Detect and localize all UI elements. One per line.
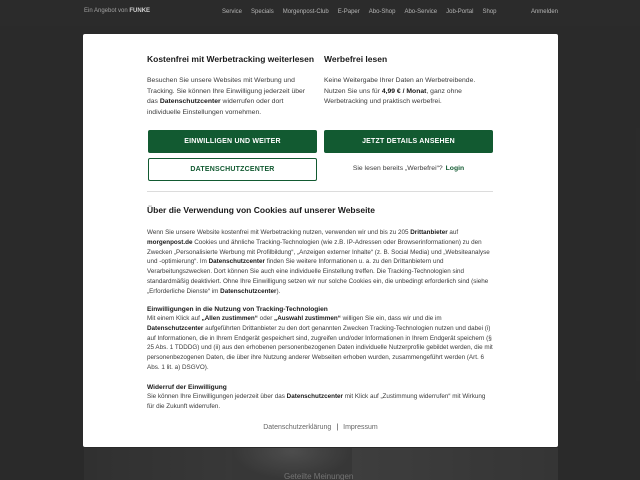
tracking-option	[147, 54, 317, 118]
consent-modal	[83, 34, 558, 447]
tracking-text-part: widerrufen oder dort individuelle Einstellungen vornehmen.	[147, 98, 284, 116]
nav-item-shop[interactable]: Shop	[482, 9, 497, 15]
text-bold: „Allen zustimmen“	[201, 315, 258, 322]
text-part: aufgeführten Drittanbieter zu den dort genannten Zwecken Tracking-Technologien nutzen und dabei (i) auf Informationen, die in Ihrem Endgerät gespeichert sind, zugreifen und/oder Informationen in Ihrem Endgerät speichern (§ 25 Abs. 1 TDDDG) und (ii) aus den erhobenen personenbezogenen Daten individuelle Nutzerprofile gebildet werden, die mit personenbezogenen Daten, die über ihre Nutzung anderer Webseiten erhoben wurden, zusammengeführt werden (Art. 6 Abs. 1 lit. a) DSGVO).	[147, 324, 493, 371]
funke-logo: FUNKE	[129, 8, 151, 14]
tracking-option-title: Kostenfrei mit Werbetracking weiterlesen	[147, 54, 315, 64]
domain-name: morgenpost.de	[147, 238, 193, 246]
tracking-option-text	[147, 76, 317, 118]
adfree-text-part: Keine Weitergabe Ihrer Daten an Werbetreibende. Nutzen Sie uns für	[324, 77, 476, 95]
text-part: Wenn Sie unsere Website kostenfrei mit Werbetracking nutzen, verwenden wir und bis zu 205	[147, 229, 411, 236]
text-part: mit Klick auf „Zustimmung widerrufen“ mit Wirkung für die Zukunft widerrufen.	[147, 393, 486, 410]
nav-item-job-portal[interactable]: Job-Portal	[446, 9, 474, 15]
login-link[interactable]: Login	[445, 165, 465, 172]
site-nav	[222, 9, 506, 15]
nav-item-epaper[interactable]: E-Paper	[337, 9, 360, 15]
tracking-text-part: Besuchen Sie unsere Websites mit Werbung und Tracking. Sie können Ihre Einwilligung jederzeit über das	[147, 77, 306, 105]
details-button[interactable]: JETZT DETAILS ANSEHEN	[324, 130, 493, 153]
text-bold: „Auswahl zustimmen“	[274, 315, 341, 322]
site-login-link[interactable]: Anmelden	[530, 9, 558, 15]
adfree-option-text	[324, 76, 494, 108]
nav-item-specials[interactable]: Specials	[251, 9, 274, 15]
imprint-link[interactable]: Impressum	[343, 424, 378, 431]
revoke-text	[147, 392, 493, 412]
cookie-info-paragraph	[147, 228, 493, 297]
offer-prefix: Ein Angebot von	[84, 8, 128, 14]
revoke-section	[147, 384, 493, 412]
consent-section	[147, 306, 493, 373]
adfree-text-part: , ganz ohne Werbetracking und praktisch werbefrei.	[324, 87, 462, 105]
cookie-info-heading-block	[147, 205, 493, 215]
nav-item-service[interactable]: Service	[222, 9, 243, 15]
text-part: Cookies und ähnliche Tracking-Technologien (wie z.B. IP-Adressen oder Browserinformationen) zu den Zwecken „Personalisierte Werbung mit Profilbildung“, „Anzeigen externer Inhalte“ (z. B. Social Media) und „Websiteanalyse und -optimierung“. Im	[147, 238, 490, 266]
modal-footer-links	[83, 424, 558, 431]
text-part: ).	[276, 287, 281, 295]
privacy-center-link[interactable]: Datenschutzcenter	[220, 287, 277, 295]
consent-text	[147, 314, 493, 373]
third-party-link[interactable]: Drittanbieter	[410, 229, 448, 236]
cookie-info-title: Über die Verwendung von Cookies auf unserer Webseite	[147, 205, 375, 215]
text-part: Mit einem Klick auf	[147, 315, 202, 322]
nav-item-abo-shop[interactable]: Abo-Shop	[368, 9, 396, 15]
cookie-info-text	[147, 228, 493, 297]
text-part: Sie können Ihre Einwilligungen jederzeit über das	[147, 393, 287, 400]
nav-item-abo-service[interactable]: Abo-Service	[404, 9, 438, 15]
text-part: finden Sie weitere Informationen u. a. zu den Drittanbietern und Verarbeitungszwecken. Dort können Sie auch eine individuelle Einstellung treffen. Die Tracking-Technologien sind standardmäßig deaktiviert. Ohne Ihre Einwilligung setzen wir nur solche Cookies ein, die unbedingt erforderlich sind (siehe „Erforderliche Dienste“ im	[147, 258, 489, 295]
privacy-policy-link[interactable]: Datenschutzerklärung	[263, 424, 332, 431]
nav-item-club[interactable]: Morgenpost-Club	[282, 9, 329, 15]
divider	[147, 191, 493, 192]
site-header	[0, 0, 640, 26]
privacy-center-button[interactable]: DATENSCHUTZCENTER	[148, 158, 317, 181]
privacy-center-link[interactable]: Datenschutzcenter	[286, 393, 344, 400]
footer-separator: |	[336, 424, 339, 431]
already-subscribed-text: Sie lesen bereits „Werbefrei“?	[352, 165, 443, 172]
tracking-text-bold: Datenschutzcenter	[159, 98, 221, 105]
already-subscribed	[324, 165, 493, 172]
consent-heading: Einwilligungen in die Nutzung von Tracking-Technologien	[147, 306, 328, 313]
text-part: auf	[447, 229, 459, 236]
revoke-heading: Widerruf der Einwilligung	[147, 384, 227, 391]
adfree-price: 4,99 € / Monat	[381, 87, 427, 95]
adfree-option-title: Werbefrei lesen	[324, 54, 388, 64]
text-part: oder	[257, 315, 275, 322]
accept-button[interactable]: EINWILLIGEN UND WEITER	[148, 130, 317, 153]
privacy-center-link[interactable]: Datenschutzcenter	[147, 324, 204, 332]
text-part: willigen Sie ein, dass wir und die im	[340, 315, 442, 322]
privacy-center-link[interactable]: Datenschutzcenter	[208, 258, 265, 266]
adfree-option	[324, 54, 494, 108]
offer-note	[84, 8, 150, 14]
